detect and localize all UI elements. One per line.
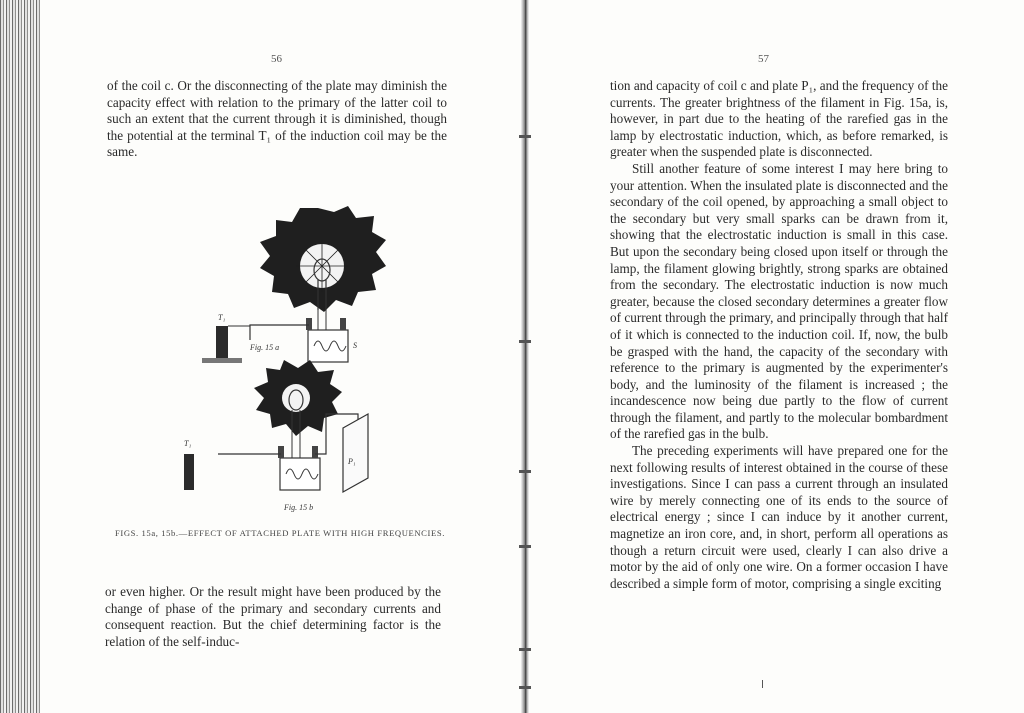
binding-mark <box>519 340 531 343</box>
paragraph-text: of the coil c. Or the disconnecting of the plate may diminish the capacity effect with relation to the primary of the latter coil to such an extent that the current through it is diminished, though the potential at the terminal T₁ of the induction coil may be the same. <box>107 78 447 160</box>
attached-plate <box>343 414 368 492</box>
coil-s-label: S <box>353 341 357 350</box>
page-mark <box>762 680 763 688</box>
figure-caption: FIGS. 15a, 15b.—EFFECT OF ATTACHED PLATE WITH HIGH FREQUENCIES. <box>115 528 445 538</box>
left-page-top-paragraph <box>107 78 447 161</box>
paragraph-text: or even higher. Or the result might have been produced by the change of phase of the primary and secondary currents and consequent reaction. But the chief determining factor is the relation of the self-induc- <box>105 584 441 649</box>
book-gutter <box>521 0 529 713</box>
right-page-body <box>610 78 948 592</box>
terminal-a-label: T₁ <box>218 313 226 322</box>
left-page-bottom-paragraph <box>105 584 441 650</box>
paragraph: The preceding experiments will have prepared one for the next following results of interest obtained in the course of these investigations. Since I can pass a current through an insulated wire by merely connecting one of its ends to the source of electrical energy ; since I can induce by it another current, magnetize an iron core, and, in short, perform all operations as though a return circuit were used, clearly I can also drive a motor by the aid of only one wire. On a former occasion I have described a simple form of motor, comprising a single exciting <box>610 443 948 591</box>
page-number-right: 57 <box>758 53 769 65</box>
binding-mark <box>519 470 531 473</box>
figure-15-illustration <box>184 200 448 520</box>
terminal-b <box>184 454 194 490</box>
page-stack-edge <box>0 0 40 713</box>
page-number-left: 56 <box>271 53 282 65</box>
terminal-a <box>216 326 228 358</box>
binding-mark <box>519 545 531 548</box>
binding-mark <box>519 686 531 689</box>
paragraph: Still another feature of some interest I may here bring to your attention. When the insulated plate is disconnected and the secondary of the coil opened, by approaching a small object to the secondary but very small sparks can be drawn from it, showing that the electrostatic induction is small in this case. But upon the secondary being closed upon itself or through the lamp, the filament glowing brightly, strong sparks are obtained from the secondary. The electrostatic induction is now much greater, because the closed secondary determines a greater flow of current through the primary, and principally through that half of it which is connected to the induction coil. If, now, the bulb be grasped with the hand, the capacity of the secondary with reference to the primary is augmented by the experimenter's body, and the luminosity of the filament is increased ; the incandescence now being due partly to the flow of current through the filament, and partly to the molecular bombardment of the rarefied gas in the bulb. <box>610 160 948 442</box>
plate-label: P₁ <box>348 457 356 466</box>
terminal-b-label: T₁ <box>184 439 192 448</box>
paragraph: tion and capacity of coil c and plate P₁, and the frequency of the currents. The greater brightness of the filament in Fig. 15a, is, however, in part due to the heating of the rarefied gas in the lamp by electrostatic induction, which, as before remarked, is greater when the suspended plate is disconnected. <box>610 78 948 160</box>
figure-b-label: Fig. 15 b <box>284 503 314 512</box>
binding-mark <box>519 135 531 138</box>
figure-a-label: Fig. 15 a <box>250 343 280 352</box>
binding-mark <box>519 648 531 651</box>
